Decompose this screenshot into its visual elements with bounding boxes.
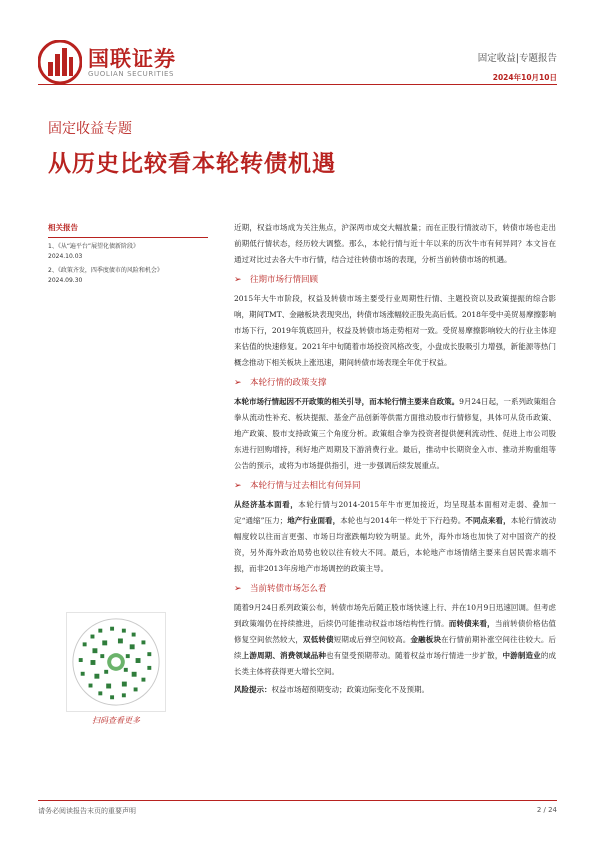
outlook-lead: 中游制造业 xyxy=(502,651,541,660)
related-report-link[interactable]: 1、《从“遍平台”展望化债新阶段》 xyxy=(48,243,140,250)
risk-label: 风险提示： xyxy=(234,685,272,694)
outlook-lead: 而转债来看， xyxy=(448,619,495,628)
related-report-date: 2024.09.30 xyxy=(48,277,83,284)
report-category: 固定收益|专题报告 xyxy=(477,53,557,64)
logo-mark-icon xyxy=(38,40,82,84)
related-report-date: 2024.10.03 xyxy=(48,253,83,260)
risk-text: 权益市场超预期变动；政策边际变化不及预期。 xyxy=(271,685,429,694)
arrow-right-icon: ➢ xyxy=(234,584,242,594)
logo-subtitle: GUOLIAN SECURITIES xyxy=(88,70,175,78)
policy-text: 9月24日起，一系列政策组合拳从流动性补充、板块提振、基金产品创新等供需方面推动股市行情修复，具体可从货币政策、地产政策、股市支持政策三个角度分析。政策组合拳为投资者提供便利流动性、促进上市公司股东进行回购增持，利好地产周期及下游消费行业。最后，推动中长期资金入市、推动并购重组等公告的预示，或将为市场提供指引，进一步强调后续发展重点。 xyxy=(234,397,556,470)
section-label: 固定收益专题 xyxy=(48,121,132,137)
outlook-text: 短期或后弹空间较高。 xyxy=(333,635,411,644)
footer-divider xyxy=(38,800,557,801)
outlook-lead: 双低转债 xyxy=(303,635,334,644)
header-meta xyxy=(478,50,557,83)
outlook-text: 在行情前期补涨空间往往较大。后续 xyxy=(234,635,557,660)
section-heading-history xyxy=(234,270,556,290)
comparison-text: 本轮也与2014年一样处于下行趋势。 xyxy=(340,516,466,525)
footer-disclaimer: 请务必阅读报告末页的重要声明 xyxy=(38,807,136,815)
qr-caption: 扫码查看更多 xyxy=(92,716,140,725)
report-date: 2024年10月10日 xyxy=(492,73,557,82)
comparison-paragraph xyxy=(234,497,556,577)
logo-text: 国联证券 xyxy=(88,47,176,71)
sidebar-divider xyxy=(48,237,208,238)
comparison-lead: 不同点来看， xyxy=(465,516,511,525)
heading-text: 当前转债市场怎么看 xyxy=(250,584,327,594)
related-reports-title: 相关报告 xyxy=(48,223,78,232)
outlook-text: 随着9月24日系列政策公布，转债市场先后随正股市场快速上行、并在10月9日迅速回调。但考虑到政策端仍在持续推进，后续仍可能推动权益市场结构性行情。 xyxy=(234,603,556,628)
history-paragraph: 2015年大牛市阶段，权益及转债市场主要受行业周期性行情、主题投资以及政策提振的综合影响，期间TMT、金融板块表现突出，转债市场涨幅较正股先高后低。2018年受中美贸易摩擦影响市场下行，2019年筑底回升，权益及转债市场走势相对一致。受贸易摩擦影响较大的行业主体迎来估值的快速修复。2021年中旬随着市场投资风格改变，小盘成长股吸引力增强，新能源等热门概念推动下相关板块上涨迅速，期间转债市场表现全年优于权益。 xyxy=(234,294,556,367)
outlook-text: 当前转债价格估值修复空间依然较大， xyxy=(234,619,557,644)
policy-lead: 本轮市场行情起因不开政策的相关引导，而本轮行情主要来自政策。 xyxy=(234,397,460,406)
heading-text: 往期市场行情回顾 xyxy=(250,275,319,285)
comparison-lead: 从经济基本面看， xyxy=(234,500,299,509)
page-number: 2 / 24 xyxy=(536,806,557,814)
comparison-text: 本轮行情波动幅度较以往而言更强、市场日均涨跌幅均较为明显。此外，海外市场也加快了对中国资产的投资，另外海外政治局势也较以往有较大不同。最后，本轮地产市场情绪主要来自居民需求端不振，而非2013年房地产市场调控的政策主导。 xyxy=(234,516,557,573)
section-heading-comparison xyxy=(234,476,556,496)
policy-paragraph xyxy=(234,394,556,474)
intro-paragraph: 近期，权益市场成为关注焦点，沪深两市成交大幅放量；而在正股行情波动下，转债市场也走出前期低行情状态，经历较大调整。那么，本轮行情与近十年以来的历次牛市有何异同？本文旨在通过对比过去各大牛市行情，结合过往转债市场的表现，分析当前转债市场的机遇。 xyxy=(234,223,556,264)
section-heading-outlook xyxy=(234,579,556,599)
arrow-right-icon: ➢ xyxy=(234,481,242,491)
arrow-right-icon: ➢ xyxy=(234,378,242,388)
heading-text: 本轮行情与过去相比有何异同 xyxy=(250,481,361,491)
company-logo xyxy=(38,40,198,86)
header-divider xyxy=(38,84,557,85)
related-report-link[interactable]: 2、《政策齐发，四季度债市的风险和机会》 xyxy=(48,267,163,274)
page-title: 从历史比较看本轮转债机遇 xyxy=(48,150,336,177)
heading-text: 本轮行情的政策支撑 xyxy=(250,378,327,388)
arrow-right-icon: ➢ xyxy=(234,275,242,285)
comparison-text: 本轮行情与2014-2015年牛市更加接近，均呈现基本面相对走弱、叠加一定“通缩”压力； xyxy=(234,500,556,525)
outlook-text: 也有望受预期带动。随着权益市场行情进一步扩散， xyxy=(326,651,503,660)
outlook-text: 的成长类主体将获得更大增长空间。 xyxy=(234,651,557,676)
risk-warning xyxy=(234,682,556,698)
outlook-lead: 金融板块 xyxy=(410,635,442,644)
report-body xyxy=(234,220,556,698)
outlook-lead: 上游周期、消费领域品种 xyxy=(241,651,327,660)
outlook-paragraph xyxy=(234,600,556,680)
qr-code-icon[interactable] xyxy=(66,612,166,712)
sidebar xyxy=(48,222,218,742)
section-heading-policy xyxy=(234,373,556,393)
comparison-lead: 地产行业面看， xyxy=(287,516,341,525)
